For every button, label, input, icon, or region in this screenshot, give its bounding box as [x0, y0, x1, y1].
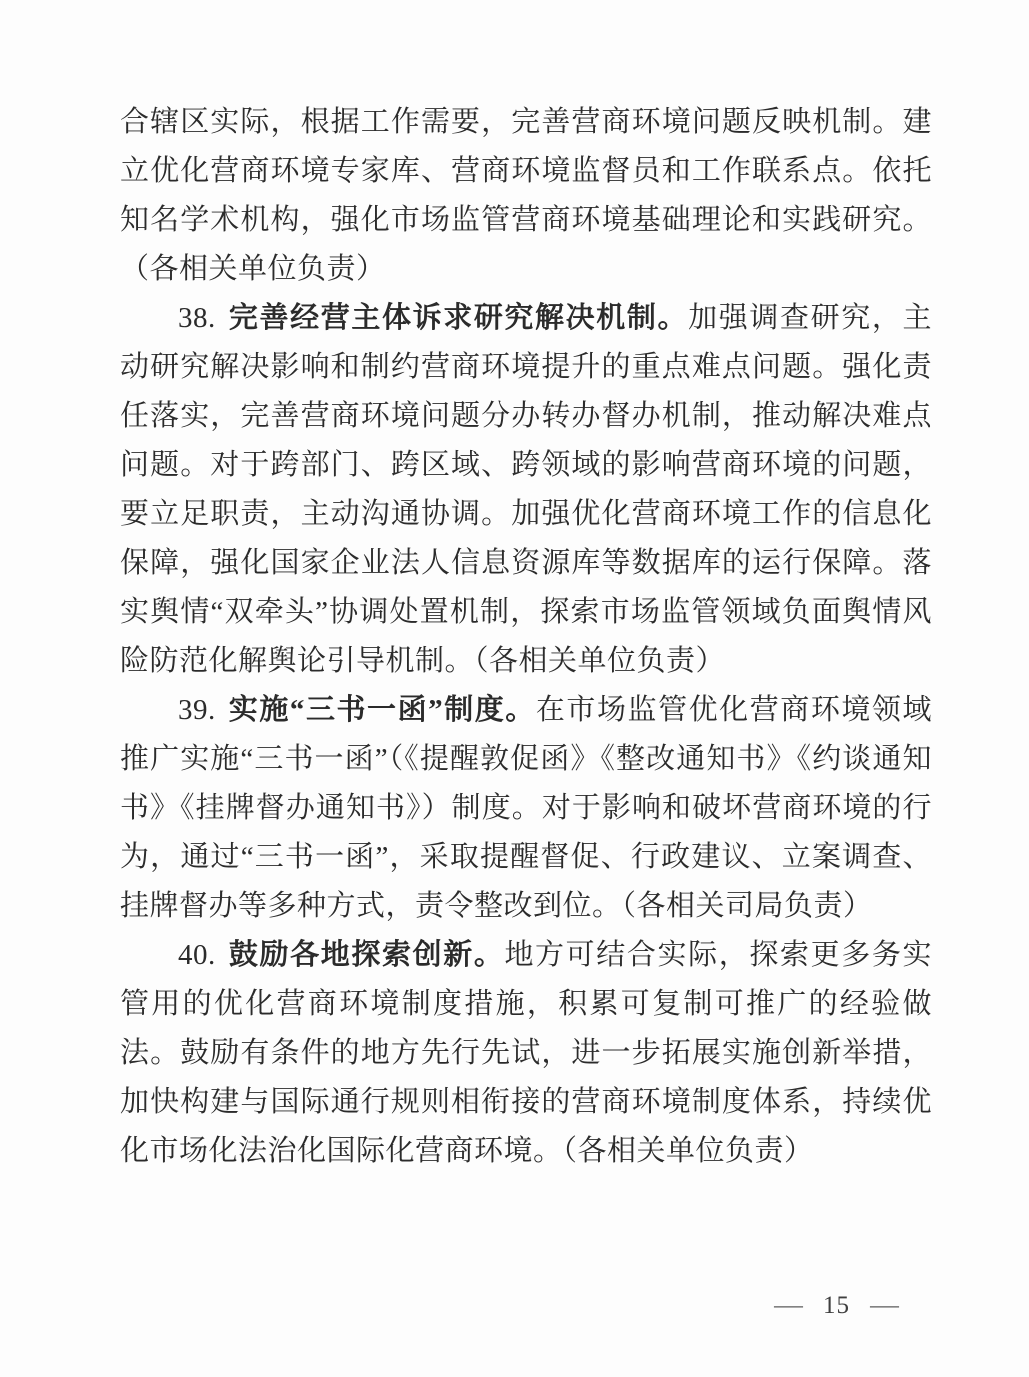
footer-dash-left: —: [774, 1292, 803, 1319]
item-title-40: 鼓励各地探索创新。: [227, 939, 505, 971]
item-title-39: 实施“三书一函”制度。: [227, 694, 536, 726]
item-number-40: 40.: [178, 939, 216, 971]
paragraph-continuation: [120, 98, 932, 294]
paragraph-text: 合辖区实际，根据工作需要，完善营商环境问题反映机制。建立优化营商环境专家库、营商环境监督员和工作联系点。依托知名学术机构，强化市场监管营商环境基础理论和实践研究。（各相关单位负责）: [120, 106, 932, 285]
paragraph-item-40: [120, 931, 932, 1176]
item-body-38: 加强调查研究，主动研究解决影响和制约营商环境提升的重点难点问题。强化责任落实，完善营商环境问题分办转办督办机制，推动解决难点问题。对于跨部门、跨区域、跨领域的影响营商环境的问题，要立足职责，主动沟通协调。加强优化营商环境工作的信息化保障，强化国家企业法人信息资源库等数据库的运行保障。落实舆情“双牵头”协调处置机制，探索市场监管领域负面舆情风险防范化解舆论引导机制。（各相关单位负责）: [120, 302, 932, 677]
item-body-39: 在市场监管优化营商环境领域推广实施“三书一函”（《提醒敦促函》《整改通知书》《约谈通知书》《挂牌督办通知书》）制度。对于影响和破坏营商环境的行为，通过“三书一函”，采取提醒督促、行政建议、立案调查、挂牌督办等多种方式，责令整改到位。（各相关司局负责）: [120, 694, 932, 922]
item-body-40: 地方可结合实际，探索更多务实管用的优化营商环境制度措施，积累可复制可推广的经验做法。鼓励有条件的地方先行先试，进一步拓展实施创新举措，加快构建与国际通行规则相衔接的营商环境制度体系，持续优化市场化法治化国际化营商环境。（各相关单位负责）: [120, 939, 932, 1167]
footer-dash-right: —: [870, 1292, 899, 1319]
page-footer: [776, 1292, 897, 1320]
paragraph-item-39: [120, 686, 932, 931]
item-number-38: 38.: [178, 302, 216, 334]
item-title-38: 完善经营主体诉求研究解决机制。: [227, 302, 689, 334]
document-body: [120, 98, 932, 1176]
page-number: 15: [823, 1292, 850, 1319]
item-number-39: 39.: [178, 694, 216, 726]
paragraph-item-38: [120, 294, 932, 686]
